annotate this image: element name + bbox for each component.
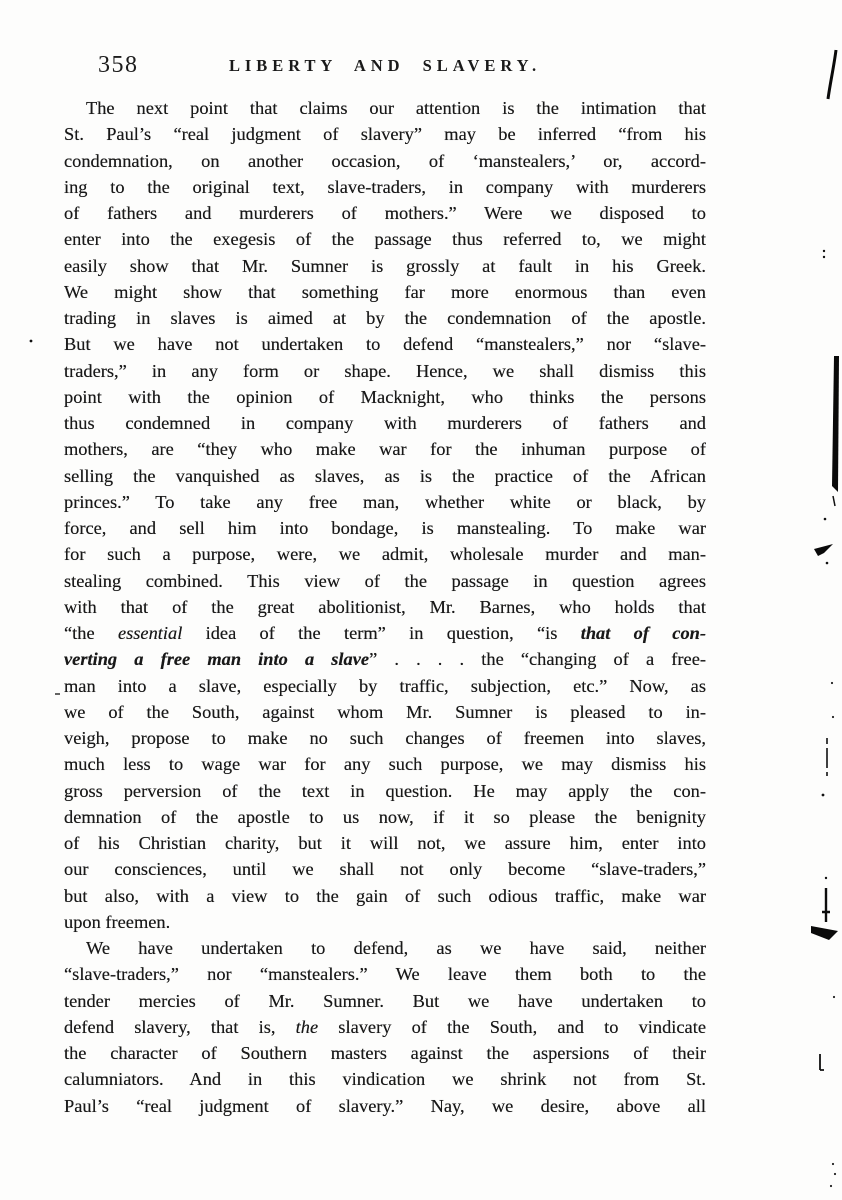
scan-artifact (811, 926, 838, 940)
text-segment: gross perversion of the text in question. He may apply the con- (64, 780, 706, 801)
text-line (64, 305, 706, 331)
text-segment: mothers, are “they who make war for the inhuman purpose of (64, 439, 706, 460)
text-line (64, 646, 706, 672)
text-line (64, 673, 706, 699)
text-segment: thus condemned in company with murderers of fathers and (64, 413, 706, 433)
emphasized-text: essential (117, 623, 183, 643)
text-line (64, 751, 706, 777)
scan-artifact (828, 50, 836, 99)
text-segment: defend slavery, that is, (64, 1016, 296, 1037)
text-line (64, 883, 706, 909)
text-line (64, 1040, 706, 1066)
text-segment: the character of Southern masters against the aspersions of their (64, 1043, 706, 1063)
text-line (64, 961, 706, 987)
scan-artifact (831, 682, 833, 684)
scan-artifact (822, 888, 830, 922)
text-segment: princes.” To take any free man, whether white or black, by (64, 491, 706, 512)
page-number: 358 (98, 52, 139, 78)
text-segment: trading in slaves is aimed at by the condemnation of the apostle. (64, 308, 706, 328)
text-line (64, 358, 706, 384)
text-segment: much less to wage war for any such purpose, we may dismiss his (64, 754, 706, 775)
text-line (64, 988, 706, 1014)
text-line (64, 778, 706, 804)
paragraph (64, 95, 706, 935)
text-line (64, 541, 706, 567)
emphasized-text: the (295, 1016, 319, 1037)
text-line (64, 804, 706, 830)
text-segment: our consciences, until we shall not only become “slave-traders,” (64, 859, 706, 880)
scan-artifact (822, 794, 825, 797)
scan-artifact (825, 877, 827, 879)
text-line (64, 410, 706, 436)
text-segment: stealing combined. This view of the passage in question agrees (64, 570, 706, 591)
scan-artifact (823, 250, 825, 252)
text-segment: force, and sell him into bondage, is manstealing. To make war (64, 518, 706, 538)
text-segment: for such a purpose, were, we admit, wholesale murder and man- (64, 544, 706, 565)
text-segment: point with the opinion of Macknight, who thinks the persons (64, 386, 706, 407)
scan-artifact (830, 1185, 832, 1187)
emphasized-text: verting a free man into a slave (64, 649, 370, 670)
text-line (64, 331, 706, 357)
text-line (64, 279, 706, 305)
text-line (64, 620, 706, 646)
text-segment: ing to the original text, slave-traders, in company with murderers (64, 176, 706, 197)
text-line (64, 594, 706, 620)
text-segment: enter into the exegesis of the passage thus referred to, we might (64, 229, 706, 250)
text-segment: The next point that claims our attention is the intimation that (86, 98, 706, 118)
text-line (64, 489, 706, 515)
text-line (64, 935, 706, 961)
text-segment: of fathers and murderers of mothers.” Were we disposed to (64, 203, 706, 223)
text-segment: tender mercies of Mr. Sumner. But we have undertaken to (64, 990, 706, 1011)
text-line (64, 1093, 706, 1119)
text-line (64, 1014, 706, 1040)
text-line (64, 226, 706, 252)
text-line (64, 830, 706, 856)
scan-artifact (30, 340, 33, 343)
page-body (64, 95, 706, 1119)
text-line (64, 856, 706, 882)
scan-artifact (834, 1173, 836, 1175)
running-title: LIBERTY AND SLAVERY. (228, 56, 542, 75)
page-header (64, 52, 706, 86)
scan-artifact (823, 256, 825, 258)
text-line (64, 121, 706, 147)
scan-artifact (833, 496, 835, 506)
text-line (64, 95, 706, 121)
text-line (64, 699, 706, 725)
text-segment: We might show that something far more enormous than even (64, 281, 706, 302)
text-line (64, 463, 706, 489)
scan-artifact (833, 996, 835, 998)
text-segment: slavery of the South, and to vindicate (318, 1016, 706, 1037)
text-line (64, 568, 706, 594)
scan-artifact (826, 562, 829, 565)
text-line (64, 725, 706, 751)
text-line (64, 909, 706, 935)
scan-artifact (814, 544, 833, 556)
text-line (64, 200, 706, 226)
text-segment: “slave-traders,” nor “manstealers.” We leave them both to the (64, 964, 706, 985)
scan-artifact (832, 356, 839, 492)
text-segment: veigh, propose to make no such changes of freemen into slaves, (64, 728, 706, 748)
text-line (64, 253, 706, 279)
text-segment: St. Paul’s “real judgment of slavery” may be inferred “from his (64, 124, 706, 145)
text-segment: upon freemen. (64, 911, 171, 932)
text-segment: man into a slave, especially by traffic, subjection, etc.” Now, as (64, 675, 706, 696)
emphasized-text: that of con- (580, 623, 706, 643)
text-segment: with that of the great abolitionist, Mr. Barnes, who holds that (64, 596, 706, 617)
text-line (64, 515, 706, 541)
text-segment: condemnation, on another occasion, of ‘manstealers,’ or, accord- (64, 150, 706, 171)
text-line (64, 1066, 706, 1092)
text-segment: ” . . . . the “changing of a free- (369, 649, 706, 670)
scan-artifact (832, 716, 834, 718)
scan-artifact (820, 1054, 824, 1070)
text-segment: easily show that Mr. Sumner is grossly at fault in his Greek. (64, 255, 706, 276)
scan-artifact (824, 518, 827, 521)
text-segment: traders,” in any form or shape. Hence, we shall dismiss this (64, 360, 706, 381)
text-segment: Paul’s “real judgment of slavery.” Nay, we desire, above all (64, 1095, 706, 1116)
text-segment: of his Christian charity, but it will not, we assure him, enter into (64, 833, 706, 853)
scan-artifact (832, 1163, 834, 1165)
text-segment: we of the South, against whom Mr. Sumner is pleased to in- (64, 701, 706, 722)
text-segment: “the (64, 623, 118, 643)
text-segment: but also, with a view to the gain of such odious traffic, make war (64, 885, 706, 906)
text-segment: idea of the term” in question, “is (182, 623, 581, 643)
text-line (64, 436, 706, 462)
text-line (64, 148, 706, 174)
text-line (64, 174, 706, 200)
text-line (64, 384, 706, 410)
text-segment: calumniators. And in this vindication we shrink not from St. (64, 1069, 706, 1090)
text-segment: But we have not undertaken to defend “manstealers,” nor “slave- (64, 334, 706, 355)
text-segment: demnation of the apostle to us now, if it so please the benignity (64, 806, 706, 827)
text-segment: selling the vanquished as slaves, as is the practice of the African (64, 465, 706, 486)
paragraph (64, 935, 706, 1119)
text-segment: We have undertaken to defend, as we have said, neither (86, 938, 706, 958)
